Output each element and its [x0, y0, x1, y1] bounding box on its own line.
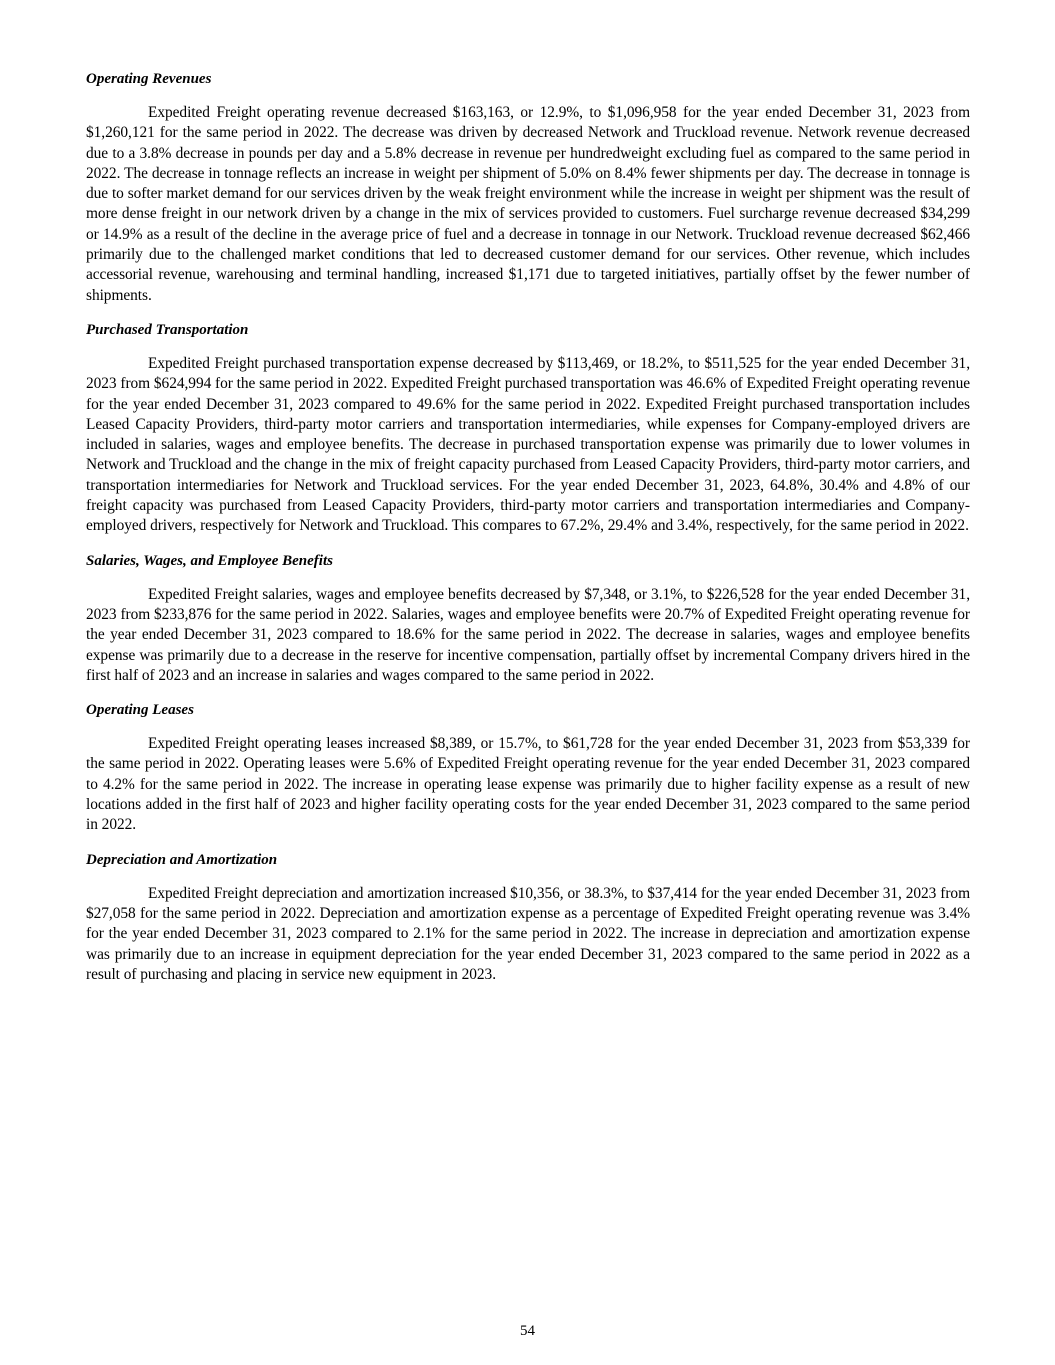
section-heading: Salaries, Wages, and Employee Benefits — [86, 552, 333, 569]
section-purchased-transportation — [86, 320, 970, 537]
section-depreciation-amortization — [86, 850, 970, 985]
section-paragraph: Expedited Freight depreciation and amortization increased $10,356, or 38.3%, to $37,414 for the year ended December 31, 2023 from $27,058 for the same period in 2022. Depreciation and amortization expense as a percentage of Expedited Freight operating revenue was 3.4% for the year ended December 31, 2023 compared to 2.1% for the same period in 2022. The increase in depreciation and amortization expense was primarily due to an increase in equipment depreciation for the year ended December 31, 2023 compared to the same period in 2022 as a result of purchasing and placing in service new equipment in 2023. — [86, 884, 970, 983]
section-salaries-wages-benefits — [86, 551, 970, 686]
section-paragraph: Expedited Freight operating leases increased $8,389, or 15.7%, to $61,728 for the year ended December 31, 2023 from $53,339 for the same period in 2022. Operating leases were 5.6% of Expedited Freight operating revenue for the year ended December 31, 2023 compared to 4.2% for the same period in 2022. The increase in operating lease expense was primarily due to higher facility expense as a result of new locations added in the first half of 2023 and higher facility operating costs for the year ended December 31, 2023 compared to the same period in 2022. — [86, 735, 970, 834]
section-heading: Purchased Transportation — [86, 321, 249, 338]
section-heading: Operating Revenues — [86, 71, 212, 87]
section-paragraph: Expedited Freight purchased transportation expense decreased by $113,469, or 18.2%, to $511,525 for the year ended December 31, 2023 from $624,994 for the same period in 2022. Expedited Freight purchased transportation was 46.6% of Expedited Freight operating revenue for the year ended December 31, 2023 compared to 49.6% for the same period in 2022. Expedited Freight purchased transportation includes Leased Capacity Providers, third-party motor carriers and transportation intermediaries, while expenses for Company-employed drivers are included in salaries, wages and employee benefits. The decrease in purchased transportation expense was primarily due to lower volumes in Network and Truckload and the change in the mix of freight capacity purchased from Leased Capacity Providers, third-party motor carriers, and transportation intermediaries for Network and Truckload services. For the year ended December 31, 2023, 64.8%, 30.4% and 4.8% of our freight capacity was purchased from Leased Capacity Providers, third-party motor carriers and transportation intermediaries and Company-employed drivers, respectively for Network and Truckload. This compares to 67.2%, 29.4% and 3.4%, respectively, for the same period in 2022. — [86, 354, 970, 535]
section-heading: Operating Leases — [86, 702, 194, 719]
page-number: 54 — [520, 1323, 535, 1339]
section-operating-leases — [86, 700, 970, 835]
section-paragraph: Expedited Freight operating revenue decreased $163,163, or 12.9%, to $1,096,958 for the year ended December 31, 2023 from $1,260,121 for the same period in 2022. The decrease was driven by decreased Network and Truckload revenue. Network revenue decreased due to a 3.8% decrease in pounds per day and a 5.8% decrease in revenue per hundredweight excluding fuel as compared to the same period in 2022. The decrease in tonnage reflects an increase in weight per shipment of 5.0% on 8.4% fewer shipments per day. The decrease in tonnage is due to softer market demand for our services driven by the weak freight environment while the increase in weight per shipment was the result of more dense freight in our network driven by a change in the mix of services provided to customers. Fuel surcharge revenue decreased $34,299 or 14.9% as a result of the decline in the average price of fuel and a decrease in tonnage in our Network. Truckload revenue decreased $62,466 primarily due to the challenged market conditions that led to decreased customer demand for our services. Other revenue, which includes accessorial revenue, warehousing and terminal handling, increased $1,171 due to targeted initiatives, partially offset by the fewer number of shipments. — [86, 104, 970, 304]
document-page — [86, 69, 970, 999]
section-operating-revenues — [86, 69, 970, 306]
section-heading: Depreciation and Amortization — [86, 851, 278, 868]
section-paragraph: Expedited Freight salaries, wages and employee benefits decreased by $7,348, or 3.1%, to $226,528 for the year ended December 31, 2023 from $233,876 for the same period in 2022. Salaries, wages and employee benefits were 20.7% of Expedited Freight operating revenue for the year ended December 31, 2023 compared to 18.6% for the same period in 2022. The decrease in salaries, wages and employee benefits expense was primarily due to a decrease in the reserve for incentive compensation, partially offset by incremental Company drivers hired in the first half of 2023 and an increase in salaries and wages compared to the same period in 2022. — [86, 585, 970, 684]
